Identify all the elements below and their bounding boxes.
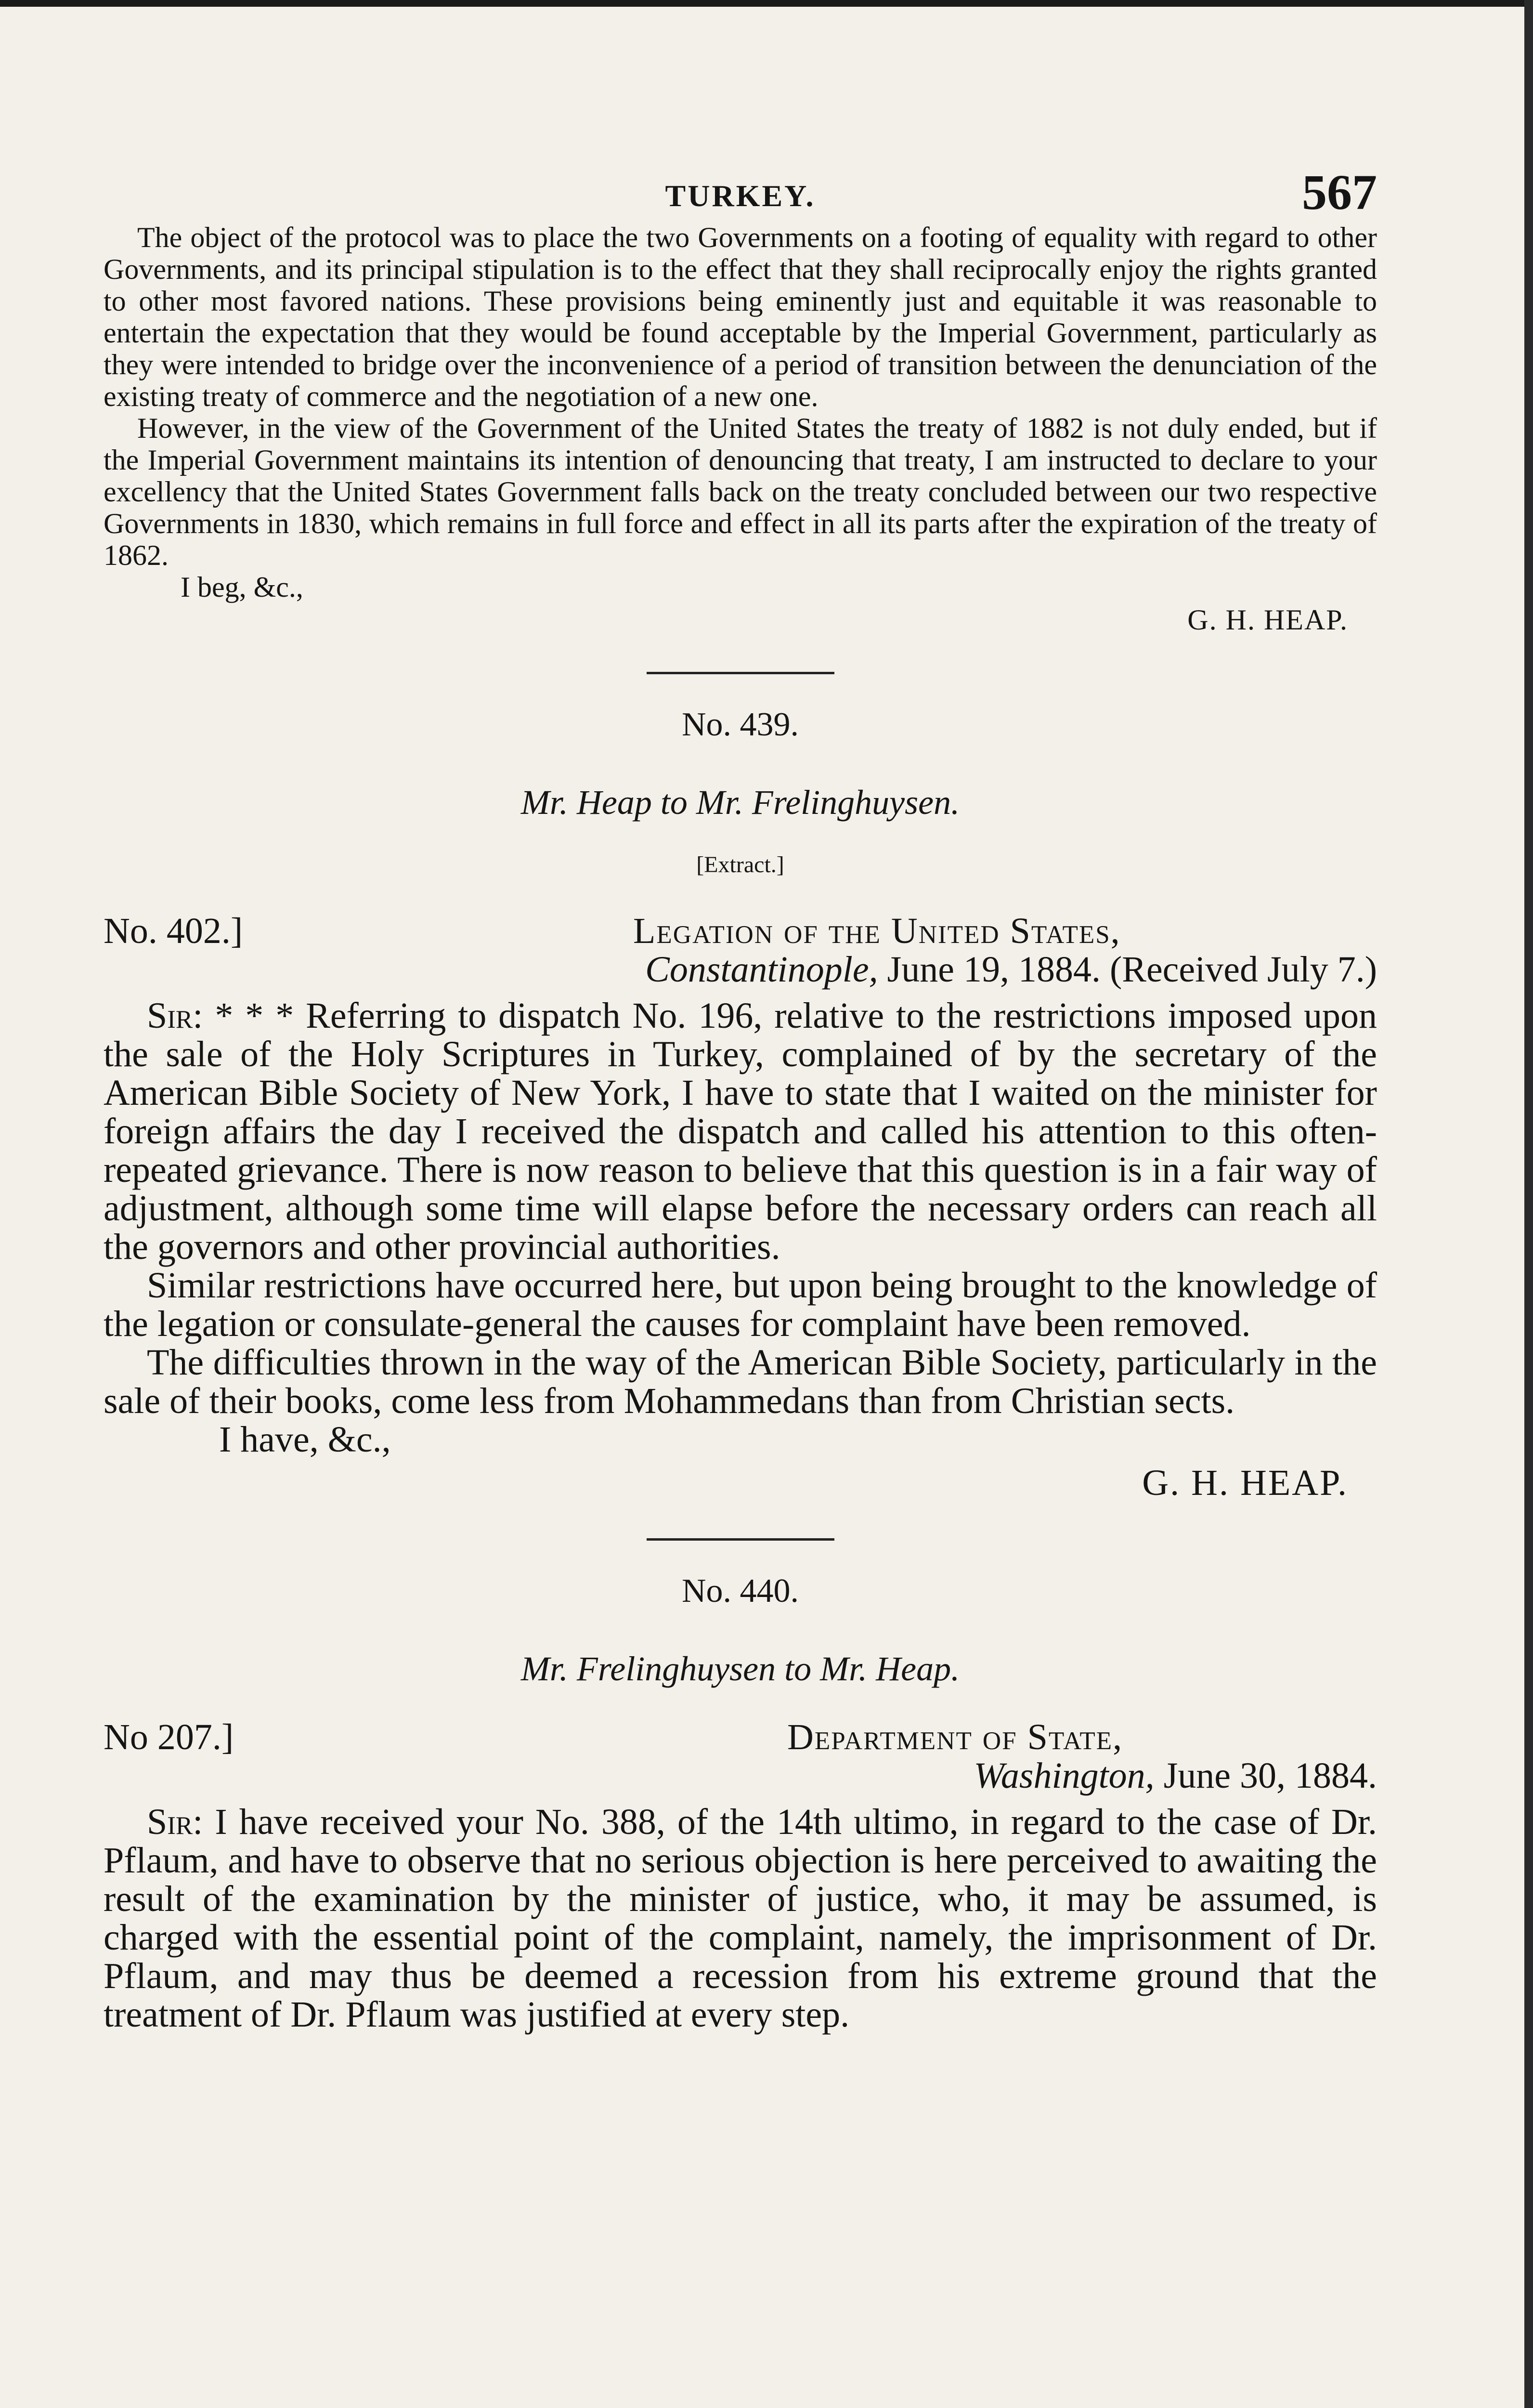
doc440-paragraph-1 [104,1803,1377,2034]
doc440-paragraph-1-text: I have received your No. 388, of the 14th ultimo, in regard to the case of Dr. Pflaum, and have to observe that no serious objection is here perceived to awaiting the result of the examination by the minister of justice, who, it may be assumed, is charged with the essential point of the complaint, namely, the imprisonment of Dr. Pflaum, and may thus be deemed a recession from his extreme ground that the treatment of Dr. Pflaum was justified at every step. [104,1802,1377,2035]
doc440-number: No. 440. [681,1572,799,1610]
page-header [104,164,1377,222]
running-head: TURKEY. [665,179,816,213]
section1-paragraph-2: However, in the view of the Government of the United States the treaty of 1882 is not duly ended, but if the Imperial Government maintains its intention of denouncing that treaty, I am instructed to declare to your excellency that the United States Government falls back on the treaty concluded between our two respective Governments in 1830, which remains in full force and effect in all its parts after the expiration of the treaty of 1862. [104,412,1377,571]
doc439-body [104,996,1377,1420]
doc439-date-line [645,950,1377,989]
doc439-dateline [104,912,1377,993]
top-border-line [0,0,1533,7]
doc440-place: Department of State, [787,1717,1123,1757]
doc439-salutation: Sir: [147,995,203,1036]
doc440-dateline [104,1718,1377,1799]
page-number: 567 [1302,165,1377,220]
doc440-date: June 30, 1884. [1163,1755,1377,1796]
doc439-place: Legation of the United States, [633,911,1121,951]
doc439-paragraph-1-text: * * * Referring to dispatch No. 196, relative to the restrictions imposed upon the sale of the Holy Scriptures in Turkey, complained of by the secretary of the American Bible Society of New York, I have to state that I waited on the minister for foreign affairs the day I received the dispatch and called his attention to this often-repeated grievance. There is now reason to believe that this question is in a fair way of adjustment, although some time will elapse before the necessary orders can reach all the governors and other provincial authorities. [104,995,1377,1267]
doc439-correspondents: Mr. Heap to Mr. Frelinghuysen. [520,783,960,822]
separator-rule-2 [647,1538,834,1541]
doc439-paragraph-1 [104,996,1377,1266]
doc439-closing: I have, &c., [219,1419,391,1460]
doc439-reference: No. 402.] [104,911,243,951]
section1-paragraph-1: The object of the protocol was to place the two Governments on a footing of equality with regard to other Governments, and its principal stipulation is to the effect that they shall reciprocally enjoy the rights granted to other most favored nations. These provisions being eminently just and equitable it was reasonable to entertain the expectation that they would be found acceptable by the Imperial Government, particularly as they were intended to bridge over the inconvenience of a period of transition between the denunciation of the existing treaty of commerce and the negotiation of a new one. [104,222,1377,412]
doc439-paragraph-3: The difficulties thrown in the way of the American Bible Society, particularly in the sale of their books, come less from Mohammedans than from Christian sects. [104,1342,1377,1421]
doc440-reference: No 207.] [104,1717,234,1757]
doc439-paragraph-2: Similar restrictions have occurred here, but upon being brought to the knowledge of the legation or consulate-general the causes for complaint have been removed. [104,1265,1377,1344]
doc439-extract-note: [Extract.] [696,852,784,877]
doc439-signature: G. H. HEAP. [1142,1463,1348,1503]
section1-signature: G. H. HEAP. [1187,604,1348,636]
doc439-city: Constantinople, [645,949,878,990]
doc440-salutation: Sir: [147,1802,203,1842]
right-border-line [1524,0,1533,2408]
section1-closing: I beg, &c., [181,571,303,603]
doc439-date: June 19, 1884. [887,949,1101,990]
section1-body [104,222,1377,571]
doc439-received: (Received July 7.) [1109,949,1377,990]
doc440-body [104,1803,1377,2034]
doc440-city: Washington, [974,1755,1155,1796]
document-page [104,164,1377,2034]
doc440-correspondents: Mr. Frelinghuysen to Mr. Heap. [520,1649,960,1688]
doc439-number: No. 439. [681,706,799,743]
doc440-date-line [974,1756,1377,1795]
separator-rule-1 [647,672,834,674]
